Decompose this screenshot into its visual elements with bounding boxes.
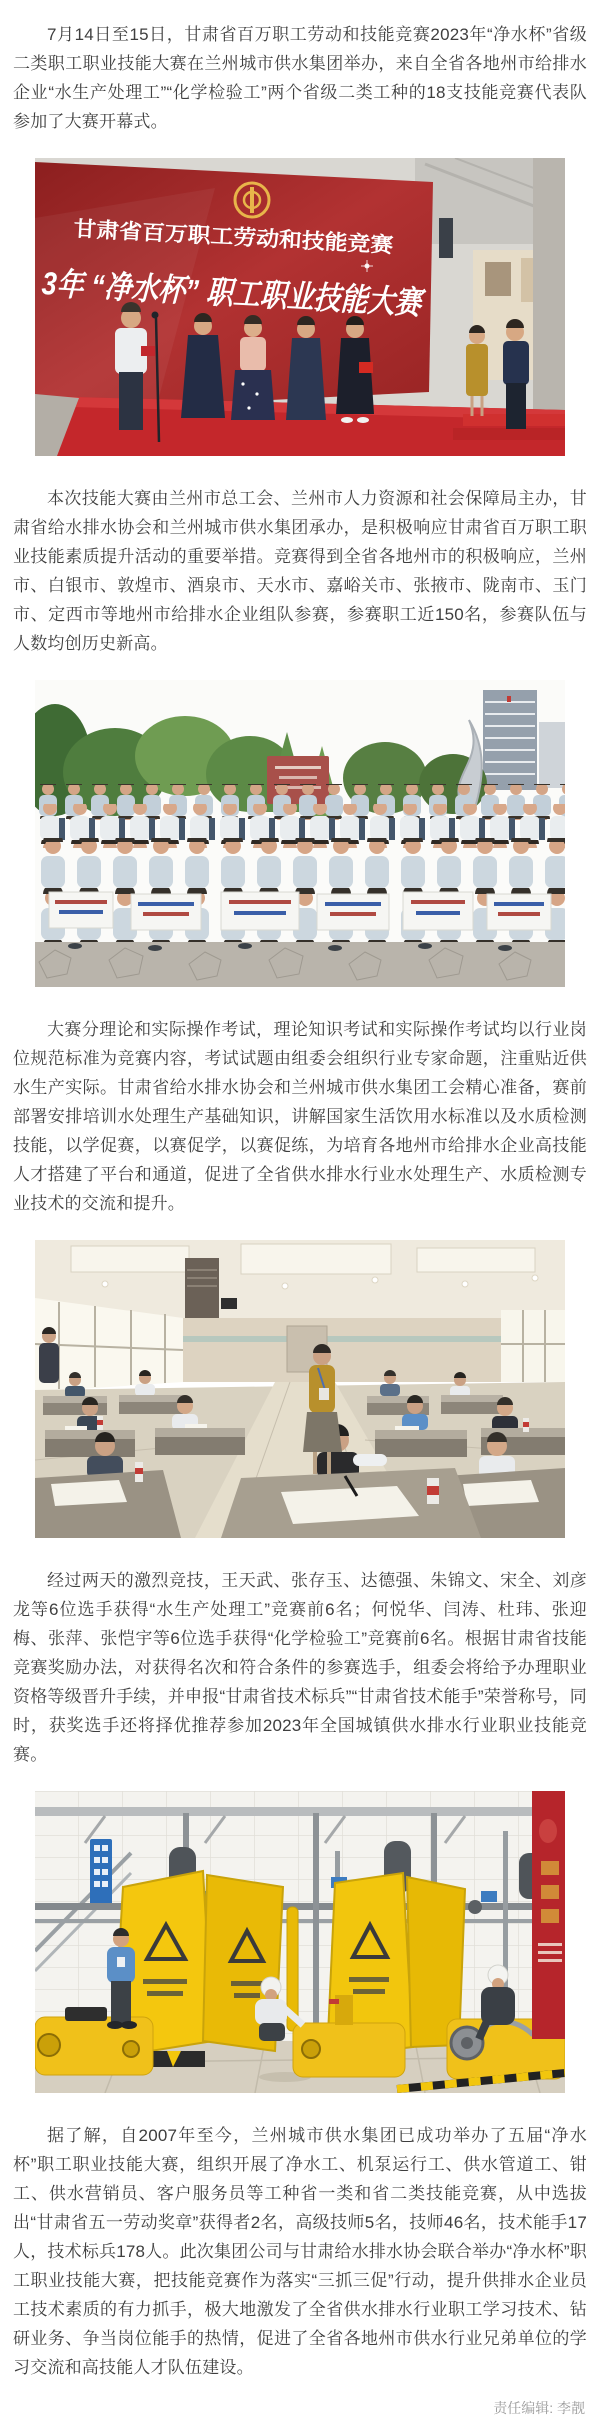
paragraph-winners: 经过两天的激烈竞技，王天武、张存玉、达德强、朱锦文、宋全、刘彦龙等6位选手获得“水生产处理工”竞赛前6名；何悦华、闫涛、杜玮、张迎梅、张萍、张恺宇等6位选手获得“化学检验工”竞赛前6名。根据甘肃省技能竞赛奖励办法，对获得名次和符合条件的参赛选手，组委会将给予办理职业资格等级晋升手续，并申报“甘肃省技术标兵”“甘肃省技术能手”荣誉称号，同时，获奖选手还将择优推荐参加2023年全国城镇供水排水行业职业技能竞赛。: [13, 1571, 587, 1764]
photo-opening-ceremony: [35, 158, 565, 456]
paragraph-intro: 7月14日至15日，甘肃省百万职工劳动和技能竞赛2023年“净水杯”省级二类职工职业技能大赛在兰州城市供水集团举办，来自全省各地州市给排水企业“水生产处理工”“化学检验工”两个省级二类工种的18支技能竞赛代表队参加了大赛开幕式。: [13, 25, 587, 131]
red-banner: [532, 1791, 565, 2039]
paragraph-exam-format: 大赛分理论和实际操作考试，理论知识考试和实际操作考试均以行业岗位规范标准为竞赛内容，考试试题由组委会组织行业专家命题，注重贴近供水生产实际。甘肃省给水排水协会和兰州城市供水集团工会精心准备，赛前部署安排培训水处理生产基础知识，讲解国家生活饮用水标准以及水质检测技能，以学促赛，以赛促学，以赛促练，为培育各地州市给排水企业高技能人才搭建了平台和通道，促进了全省供水排水行业水处理生产、水质检测专业技术的交流和提升。: [13, 1020, 587, 1213]
photo-exam-room: [35, 1240, 565, 1538]
photo-team-group: [35, 680, 565, 987]
safety-sign: [90, 1839, 112, 1905]
crowd: [35, 784, 565, 948]
pavement: [35, 942, 565, 987]
banner-title-text: 甘肃省百万职工劳动和技能竞赛: [72, 217, 368, 257]
stage-banner: [35, 162, 494, 412]
banner-subtitle-text: 3年 “净水杯” 职工职业技能大赛: [40, 265, 494, 325]
editor-credit: 责任编辑: 李靓: [493, 2400, 585, 2416]
photo-pump-station: [35, 1791, 565, 2093]
paragraph-history: 据了解，自2007年至今，兰州城市供水集团已成功举办了五届“净水杯”职工职业技能大赛，组织开展了净水工、机泵运行工、供水管道工、钳工、供水营销员、客户服务员等工种省一类和省二类技能竞赛，从中选拔出“甘肃省五一劳动奖章”获得者2名，高级技师5名，技师46名，技术能手17人，技术标兵178人。此次集团公司与甘肃给水排水协会联合举办“净水杯”职工职业技能大赛，把技能竞赛作为落实“三抓三促”行动，提升供排水企业员工技术素质的有力抓手，极大地激发了全省供水排水行业职工学习技术、钻研业务、争当岗位能手的热情，促进了全省各地州市供水行业兄弟单位的学习交流和高技能人才队伍建设。: [13, 2126, 587, 2377]
paragraph-organizers: 本次技能大赛由兰州市总工会、兰州市人力资源和社会保障局主办，甘肃省给水排水协会和兰州城市供水集团承办，是积极响应甘肃省百万职工职业技能素质提升活动的重要举措。竞赛得到全省各地州市的积极响应，兰州市、白银市、敦煌市、酒泉市、天水市、嘉峪关市、张掖市、陇南市、玉门市、定西市等地州市给排水企业组队参赛，参赛职工近150名，参赛队伍与人数均创历史新高。: [13, 489, 587, 653]
